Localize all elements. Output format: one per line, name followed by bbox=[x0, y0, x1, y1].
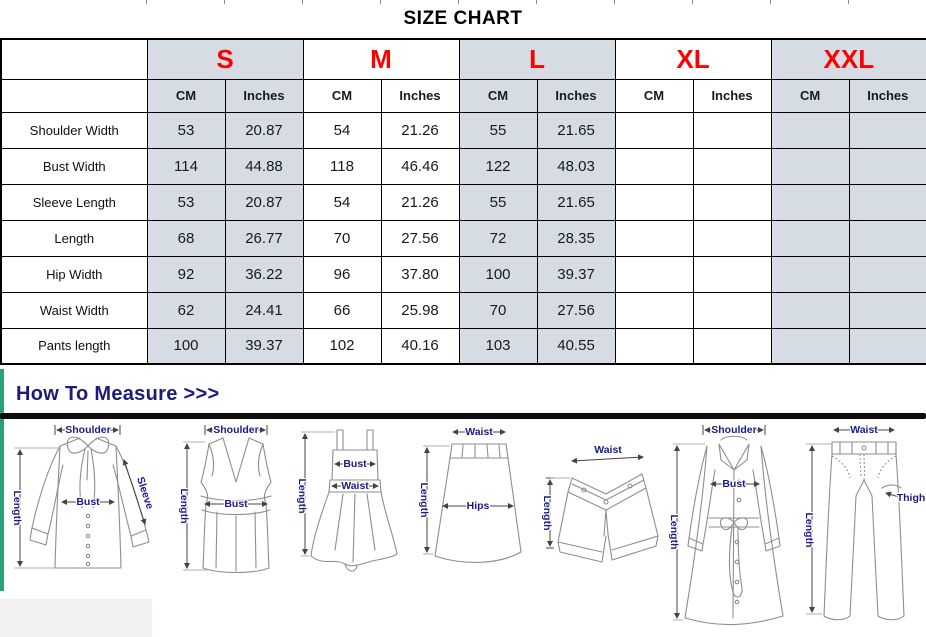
table-row bbox=[1, 148, 926, 184]
size-header-xxl: XXL bbox=[771, 39, 926, 79]
dress-illustration bbox=[295, 420, 415, 632]
shorts-illustration bbox=[540, 420, 665, 632]
value-cell: 122 bbox=[459, 148, 537, 184]
gridline-stub bbox=[458, 0, 459, 4]
pants-thigh-label: Thigh bbox=[896, 492, 926, 504]
blouse-bust-label: Bust bbox=[76, 496, 100, 508]
vest-illustration bbox=[175, 420, 295, 632]
value-cell bbox=[615, 148, 693, 184]
unit-header-l-inches: Inches bbox=[537, 79, 615, 112]
unit-header-s-inches: Inches bbox=[225, 79, 303, 112]
corner-cell bbox=[1, 79, 147, 112]
value-cell bbox=[771, 292, 849, 328]
value-cell: 36.22 bbox=[225, 256, 303, 292]
row-label: Waist Width bbox=[1, 292, 147, 328]
gridline-stub bbox=[614, 0, 615, 4]
pants-illustration bbox=[798, 420, 926, 632]
size-header-xl: XL bbox=[615, 39, 771, 79]
section-divider bbox=[0, 413, 926, 419]
skirt-illustration bbox=[415, 420, 540, 632]
measurement-diagrams bbox=[0, 420, 926, 632]
row-label: Bust Width bbox=[1, 148, 147, 184]
unit-header-m-cm: CM bbox=[303, 79, 381, 112]
table-row bbox=[1, 292, 926, 328]
value-cell bbox=[693, 328, 771, 364]
size-header-row bbox=[1, 39, 926, 79]
gridline-stub bbox=[770, 0, 771, 4]
shorts-length-label: Length bbox=[541, 495, 553, 531]
value-cell: 118 bbox=[303, 148, 381, 184]
table-body bbox=[1, 112, 926, 364]
dress-waist-label: Waist bbox=[341, 480, 369, 492]
value-cell: 55 bbox=[459, 112, 537, 148]
value-cell bbox=[771, 112, 849, 148]
value-cell: 20.87 bbox=[225, 184, 303, 220]
value-cell bbox=[849, 292, 926, 328]
corner-cell bbox=[1, 39, 147, 79]
size-header-s: S bbox=[147, 39, 303, 79]
value-cell: 37.80 bbox=[381, 256, 459, 292]
value-cell bbox=[615, 256, 693, 292]
gridline-stub bbox=[146, 0, 147, 4]
value-cell: 25.98 bbox=[381, 292, 459, 328]
shorts-waist-label: Waist bbox=[594, 444, 622, 456]
value-cell: 40.16 bbox=[381, 328, 459, 364]
blouse-shoulder-label: Shoulder bbox=[65, 424, 111, 436]
blouse-sleeve-label: Sleeve bbox=[134, 475, 156, 511]
size-chart-table bbox=[0, 38, 926, 365]
value-cell: 55 bbox=[459, 184, 537, 220]
how-to-measure-section bbox=[0, 365, 926, 637]
table-row bbox=[1, 220, 926, 256]
size-header-l: L bbox=[459, 39, 615, 79]
value-cell bbox=[693, 184, 771, 220]
table-row bbox=[1, 184, 926, 220]
value-cell: 72 bbox=[459, 220, 537, 256]
gridline-stub bbox=[536, 0, 537, 4]
value-cell: 24.41 bbox=[225, 292, 303, 328]
unit-header-xxl-cm: CM bbox=[771, 79, 849, 112]
value-cell: 96 bbox=[303, 256, 381, 292]
value-cell: 114 bbox=[147, 148, 225, 184]
table-row bbox=[1, 112, 926, 148]
vest-length-label: Length bbox=[178, 488, 190, 524]
coat-bust-label: Bust bbox=[722, 478, 746, 490]
value-cell: 20.87 bbox=[225, 112, 303, 148]
value-cell: 46.46 bbox=[381, 148, 459, 184]
value-cell: 21.65 bbox=[537, 112, 615, 148]
row-label: Length bbox=[1, 220, 147, 256]
gridline-stub bbox=[848, 0, 849, 4]
value-cell bbox=[849, 328, 926, 364]
value-cell bbox=[771, 256, 849, 292]
page-title: SIZE CHART bbox=[403, 8, 523, 29]
value-cell bbox=[771, 220, 849, 256]
value-cell: 21.65 bbox=[537, 184, 615, 220]
title-bar bbox=[0, 0, 926, 38]
value-cell bbox=[693, 292, 771, 328]
value-cell: 100 bbox=[147, 328, 225, 364]
value-cell bbox=[849, 184, 926, 220]
size-header-m: M bbox=[303, 39, 459, 79]
value-cell: 70 bbox=[459, 292, 537, 328]
blouse-illustration bbox=[0, 420, 175, 632]
value-cell: 92 bbox=[147, 256, 225, 292]
table-head bbox=[1, 39, 926, 112]
value-cell: 21.26 bbox=[381, 112, 459, 148]
gridline-stub bbox=[692, 0, 693, 4]
value-cell bbox=[849, 112, 926, 148]
value-cell bbox=[615, 112, 693, 148]
unit-header-xl-inches: Inches bbox=[693, 79, 771, 112]
unit-header-m-inches: Inches bbox=[381, 79, 459, 112]
value-cell bbox=[693, 148, 771, 184]
value-cell: 102 bbox=[303, 328, 381, 364]
value-cell: 39.37 bbox=[537, 256, 615, 292]
value-cell bbox=[849, 256, 926, 292]
table-row bbox=[1, 256, 926, 292]
dress-length-label: Length bbox=[296, 478, 308, 514]
gridline-stub bbox=[380, 0, 381, 4]
unit-header-xxl-inches: Inches bbox=[849, 79, 926, 112]
value-cell bbox=[615, 184, 693, 220]
value-cell: 39.37 bbox=[225, 328, 303, 364]
gridline-stub bbox=[224, 0, 225, 4]
value-cell: 70 bbox=[303, 220, 381, 256]
unit-header-row bbox=[1, 79, 926, 112]
value-cell: 48.03 bbox=[537, 148, 615, 184]
unit-header-s-cm: CM bbox=[147, 79, 225, 112]
value-cell bbox=[771, 328, 849, 364]
blouse-length-label: Length bbox=[11, 490, 23, 526]
skirt-length-label: Length bbox=[418, 482, 430, 518]
value-cell: 27.56 bbox=[537, 292, 615, 328]
value-cell: 53 bbox=[147, 184, 225, 220]
value-cell bbox=[693, 256, 771, 292]
vest-shoulder-label: Shoulder bbox=[213, 424, 259, 436]
coat-shoulder-label: Shoulder bbox=[711, 424, 757, 436]
row-label: Pants length bbox=[1, 328, 147, 364]
value-cell bbox=[615, 220, 693, 256]
value-cell: 62 bbox=[147, 292, 225, 328]
how-to-measure-heading: How To Measure >>> bbox=[16, 383, 220, 405]
value-cell bbox=[615, 328, 693, 364]
vest-bust-label: Bust bbox=[224, 498, 248, 510]
pants-waist-label: Waist bbox=[850, 424, 878, 436]
value-cell bbox=[693, 220, 771, 256]
row-label: Sleeve Length bbox=[1, 184, 147, 220]
gridline-stub bbox=[302, 0, 303, 4]
pants-length-label: Length bbox=[803, 512, 815, 548]
value-cell bbox=[849, 148, 926, 184]
value-cell bbox=[693, 112, 771, 148]
value-cell: 66 bbox=[303, 292, 381, 328]
table-row bbox=[1, 328, 926, 364]
coat-length-label: Length bbox=[668, 514, 680, 550]
dress-bust-label: Bust bbox=[343, 458, 367, 470]
row-label: Hip Width bbox=[1, 256, 147, 292]
value-cell bbox=[849, 220, 926, 256]
value-cell: 21.26 bbox=[381, 184, 459, 220]
value-cell: 27.56 bbox=[381, 220, 459, 256]
coat-illustration bbox=[665, 420, 798, 632]
skirt-hips-label: Hips bbox=[466, 500, 490, 512]
unit-header-xl-cm: CM bbox=[615, 79, 693, 112]
value-cell: 28.35 bbox=[537, 220, 615, 256]
unit-header-l-cm: CM bbox=[459, 79, 537, 112]
value-cell: 54 bbox=[303, 112, 381, 148]
value-cell: 68 bbox=[147, 220, 225, 256]
value-cell: 53 bbox=[147, 112, 225, 148]
row-label: Shoulder Width bbox=[1, 112, 147, 148]
skirt-waist-label: Waist bbox=[465, 426, 493, 438]
value-cell: 103 bbox=[459, 328, 537, 364]
value-cell: 40.55 bbox=[537, 328, 615, 364]
value-cell: 44.88 bbox=[225, 148, 303, 184]
value-cell bbox=[771, 184, 849, 220]
value-cell: 26.77 bbox=[225, 220, 303, 256]
value-cell: 54 bbox=[303, 184, 381, 220]
value-cell: 100 bbox=[459, 256, 537, 292]
value-cell bbox=[771, 148, 849, 184]
value-cell bbox=[615, 292, 693, 328]
